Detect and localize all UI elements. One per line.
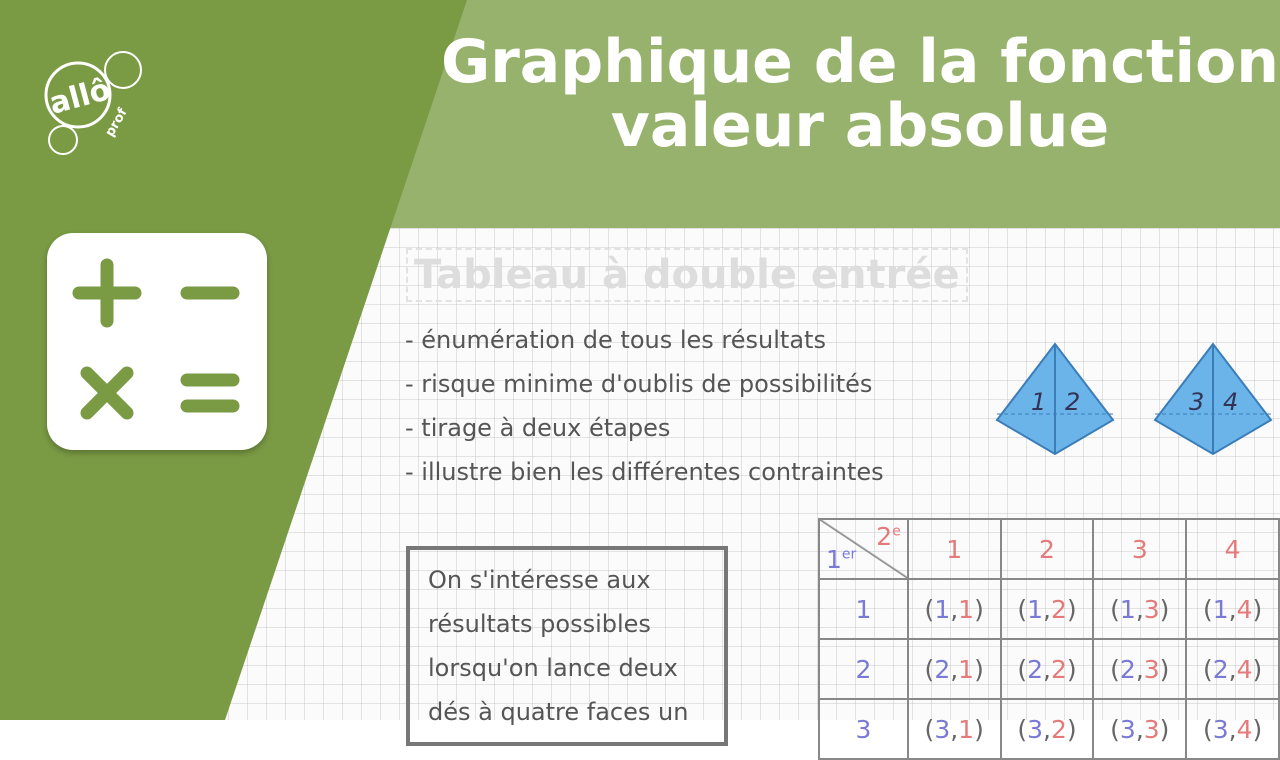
die-face-label: 1 bbox=[1031, 388, 1047, 416]
box-line: lorsqu'on lance deux bbox=[428, 654, 678, 682]
table-cell: (3,3) bbox=[1093, 699, 1186, 759]
table-cell: (3,1) bbox=[908, 699, 1001, 759]
bullet-item: - illustre bien les différentes contraintes bbox=[405, 458, 884, 486]
table-cell: (1,2) bbox=[1001, 579, 1094, 639]
table-cell: (2,4) bbox=[1186, 639, 1279, 699]
table-corner: 1er 2e bbox=[819, 519, 908, 579]
table-cell: (1,4) bbox=[1186, 579, 1279, 639]
lesson-heading: Tableau à double entrée bbox=[406, 248, 968, 302]
bullet-item: - tirage à deux étapes bbox=[405, 414, 671, 442]
calculator-icon bbox=[47, 233, 267, 450]
table-cell: (1,1) bbox=[908, 579, 1001, 639]
die-face-label: 4 bbox=[1223, 388, 1239, 416]
table-cell: (3,4) bbox=[1186, 699, 1279, 759]
allo-prof-logo bbox=[28, 25, 148, 155]
die-face-label: 3 bbox=[1189, 388, 1205, 416]
column-header: 4 bbox=[1186, 519, 1279, 579]
bullet-item: - risque minime d'oublis de possibilités bbox=[405, 370, 873, 398]
box-line: On s'intéresse aux bbox=[428, 566, 651, 594]
row-header: 1 bbox=[819, 579, 908, 639]
table-cell: (2,3) bbox=[1093, 639, 1186, 699]
table-cell: (2,1) bbox=[908, 639, 1001, 699]
svg-text:allô: allô bbox=[45, 72, 115, 122]
box-line: résultats possibles bbox=[428, 610, 651, 638]
row-header: 3 bbox=[819, 699, 908, 759]
row-header: 2 bbox=[819, 639, 908, 699]
table-cell: (1,3) bbox=[1093, 579, 1186, 639]
box-line: dés à quatre faces un bbox=[428, 698, 689, 726]
table-cell: (3,2) bbox=[1001, 699, 1094, 759]
column-header: 1 bbox=[908, 519, 1001, 579]
page-title: Graphique de la fonction valeur absolue bbox=[440, 27, 1280, 161]
bullet-item: - énumération de tous les résultats bbox=[405, 326, 826, 354]
svg-text:prof: prof bbox=[102, 105, 131, 140]
column-header: 2 bbox=[1001, 519, 1094, 579]
die-face-label: 2 bbox=[1065, 388, 1081, 416]
column-header: 3 bbox=[1093, 519, 1186, 579]
table-cell: (2,2) bbox=[1001, 639, 1094, 699]
